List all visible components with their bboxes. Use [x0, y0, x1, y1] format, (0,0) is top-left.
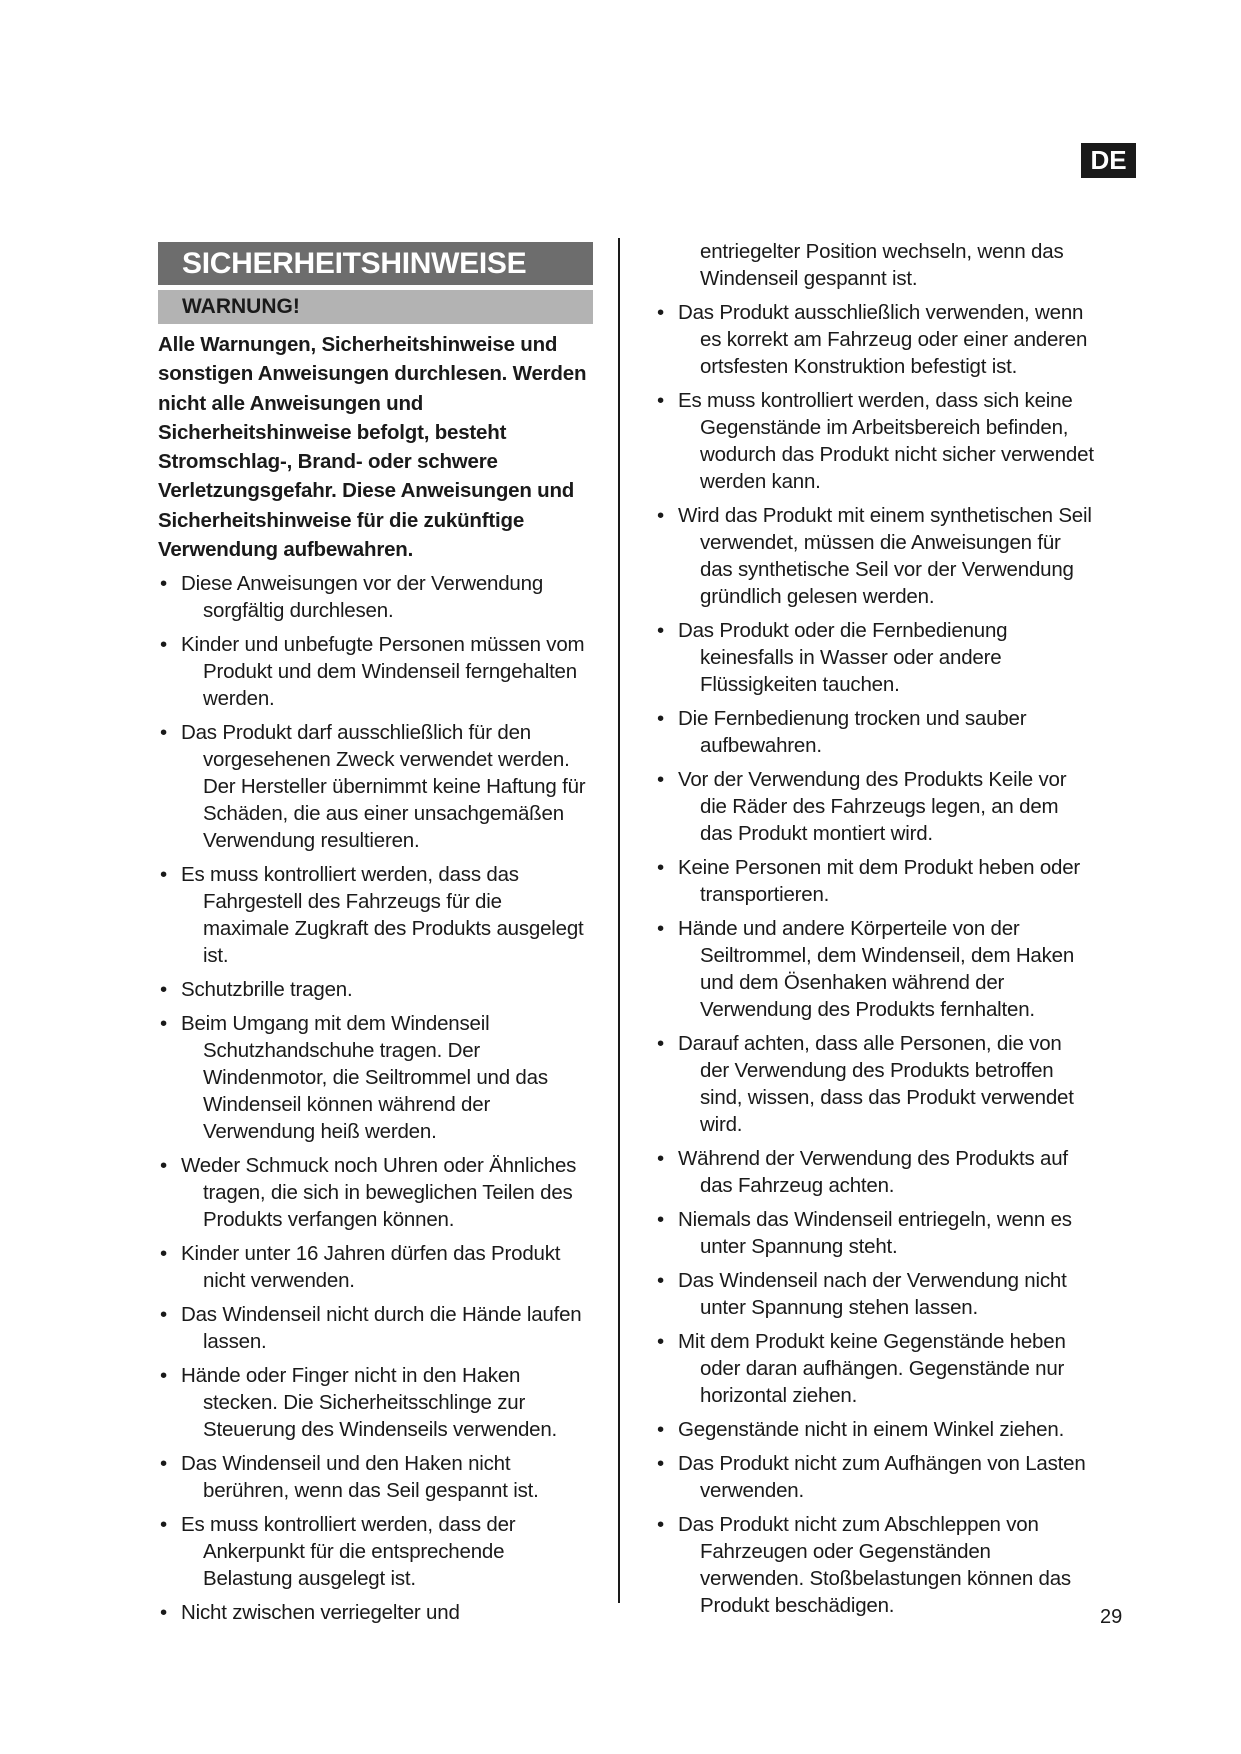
list-item-continuation: entriegelter Position wechseln, wenn das Windenseil gespannt ist. — [700, 240, 1064, 290]
safety-list-right — [655, 299, 1095, 1619]
list-item: • Schutzbrille tragen. — [158, 976, 593, 1003]
right-column — [655, 238, 1095, 1626]
warning-heading: WARNUNG! — [158, 290, 593, 324]
list-item: • Hände und andere Körperteile von der Seiltrommel, dem Windenseil, dem Haken und dem Ösenhaken während der Verwendung des Produkts fernhalten. — [655, 915, 1095, 1023]
list-item: • Diese Anweisungen vor der Verwendung sorgfältig durchlesen. — [158, 570, 593, 624]
list-item: • Kinder und unbefugte Personen müssen vom Produkt und dem Windenseil ferngehalten werden. — [158, 631, 593, 712]
left-column — [158, 242, 593, 1633]
warning-intro: Alle Warnungen, Sicherheitshinweise und sonstigen Anweisungen durchlesen. Werden nicht alle Anweisungen und Sicherheitshinweise befolgt, besteht Stromschlag-, Brand- oder schwere Verletzungsgefahr. Diese Anweisungen und Sicherheitshinweise für die zukünftige Verwendung aufbewahren. — [158, 333, 587, 562]
list-item: • Während der Verwendung des Produkts auf das Fahrzeug achten. — [655, 1145, 1095, 1199]
list-item: • Vor der Verwendung des Produkts Keile vor die Räder des Fahrzeugs legen, an dem das Produkt montiert wird. — [655, 766, 1095, 847]
list-item: • Das Produkt darf ausschließlich für den vorgesehenen Zweck verwendet werden. Der Hersteller übernimmt keine Haftung für Schäden, die aus einer unsachgemäßen Verwendung resultieren. — [158, 719, 593, 854]
list-item: • Nicht zwischen verriegelter und — [158, 1599, 593, 1626]
list-item: • Hände oder Finger nicht in den Haken stecken. Die Sicherheitsschlinge zur Steuerung des Windenseils verwenden. — [158, 1362, 593, 1443]
list-item: • Es muss kontrolliert werden, dass sich keine Gegenstände im Arbeitsbereich befinden, wodurch das Produkt nicht sicher verwendet werden kann. — [655, 387, 1095, 495]
column-divider — [618, 238, 620, 1603]
list-item: • Das Produkt nicht zum Aufhängen von Lasten verwenden. — [655, 1450, 1095, 1504]
list-item: • Das Produkt oder die Fernbedienung keinesfalls in Wasser oder andere Flüssigkeiten tauchen. — [655, 617, 1095, 698]
language-badge: DE — [1081, 143, 1136, 178]
list-item: • Das Windenseil nach der Verwendung nicht unter Spannung stehen lassen. — [655, 1267, 1095, 1321]
list-item: • Das Produkt nicht zum Abschleppen von Fahrzeugen oder Gegenständen verwenden. Stoßbelastungen können das Produkt beschädigen. — [655, 1511, 1095, 1619]
list-item: • Es muss kontrolliert werden, dass das Fahrgestell des Fahrzeugs für die maximale Zugkraft des Produkts ausgelegt ist. — [158, 861, 593, 969]
list-item: • Weder Schmuck noch Uhren oder Ähnliches tragen, die sich in beweglichen Teilen des Produkts verfangen können. — [158, 1152, 593, 1233]
list-item: • Die Fernbedienung trocken und sauber aufbewahren. — [655, 705, 1095, 759]
list-item: • Das Windenseil nicht durch die Hände laufen lassen. — [158, 1301, 593, 1355]
list-item: • Beim Umgang mit dem Windenseil Schutzhandschuhe tragen. Der Windenmotor, die Seiltrommel und das Windenseil können während der Verwendung heiß werden. — [158, 1010, 593, 1145]
list-item: • Mit dem Produkt keine Gegenstände heben oder daran aufhängen. Gegenstände nur horizontal ziehen. — [655, 1328, 1095, 1409]
page-number: 29 — [1100, 1606, 1123, 1628]
list-item: • Es muss kontrolliert werden, dass der Ankerpunkt für die entsprechende Belastung ausgelegt ist. — [158, 1511, 593, 1592]
safety-list-left — [158, 570, 593, 1626]
list-item: • Niemals das Windenseil entriegeln, wenn es unter Spannung steht. — [655, 1206, 1095, 1260]
section-title: SICHERHEITSHINWEISE — [158, 242, 593, 285]
list-item: • Darauf achten, dass alle Personen, die von der Verwendung des Produkts betroffen sind, wissen, dass das Produkt verwendet wird. — [655, 1030, 1095, 1138]
list-item: • Gegenstände nicht in einem Winkel ziehen. — [655, 1416, 1095, 1443]
list-item: • Wird das Produkt mit einem synthetischen Seil verwendet, müssen die Anweisungen für das synthetische Seil vor der Verwendung gründlich gelesen werden. — [655, 502, 1095, 610]
list-item: • Das Produkt ausschließlich verwenden, wenn es korrekt am Fahrzeug oder einer anderen ortsfesten Konstruktion befestigt ist. — [655, 299, 1095, 380]
list-item: • Keine Personen mit dem Produkt heben oder transportieren. — [655, 854, 1095, 908]
list-item: • Kinder unter 16 Jahren dürfen das Produkt nicht verwenden. — [158, 1240, 593, 1294]
list-item: • Das Windenseil und den Haken nicht berühren, wenn das Seil gespannt ist. — [158, 1450, 593, 1504]
